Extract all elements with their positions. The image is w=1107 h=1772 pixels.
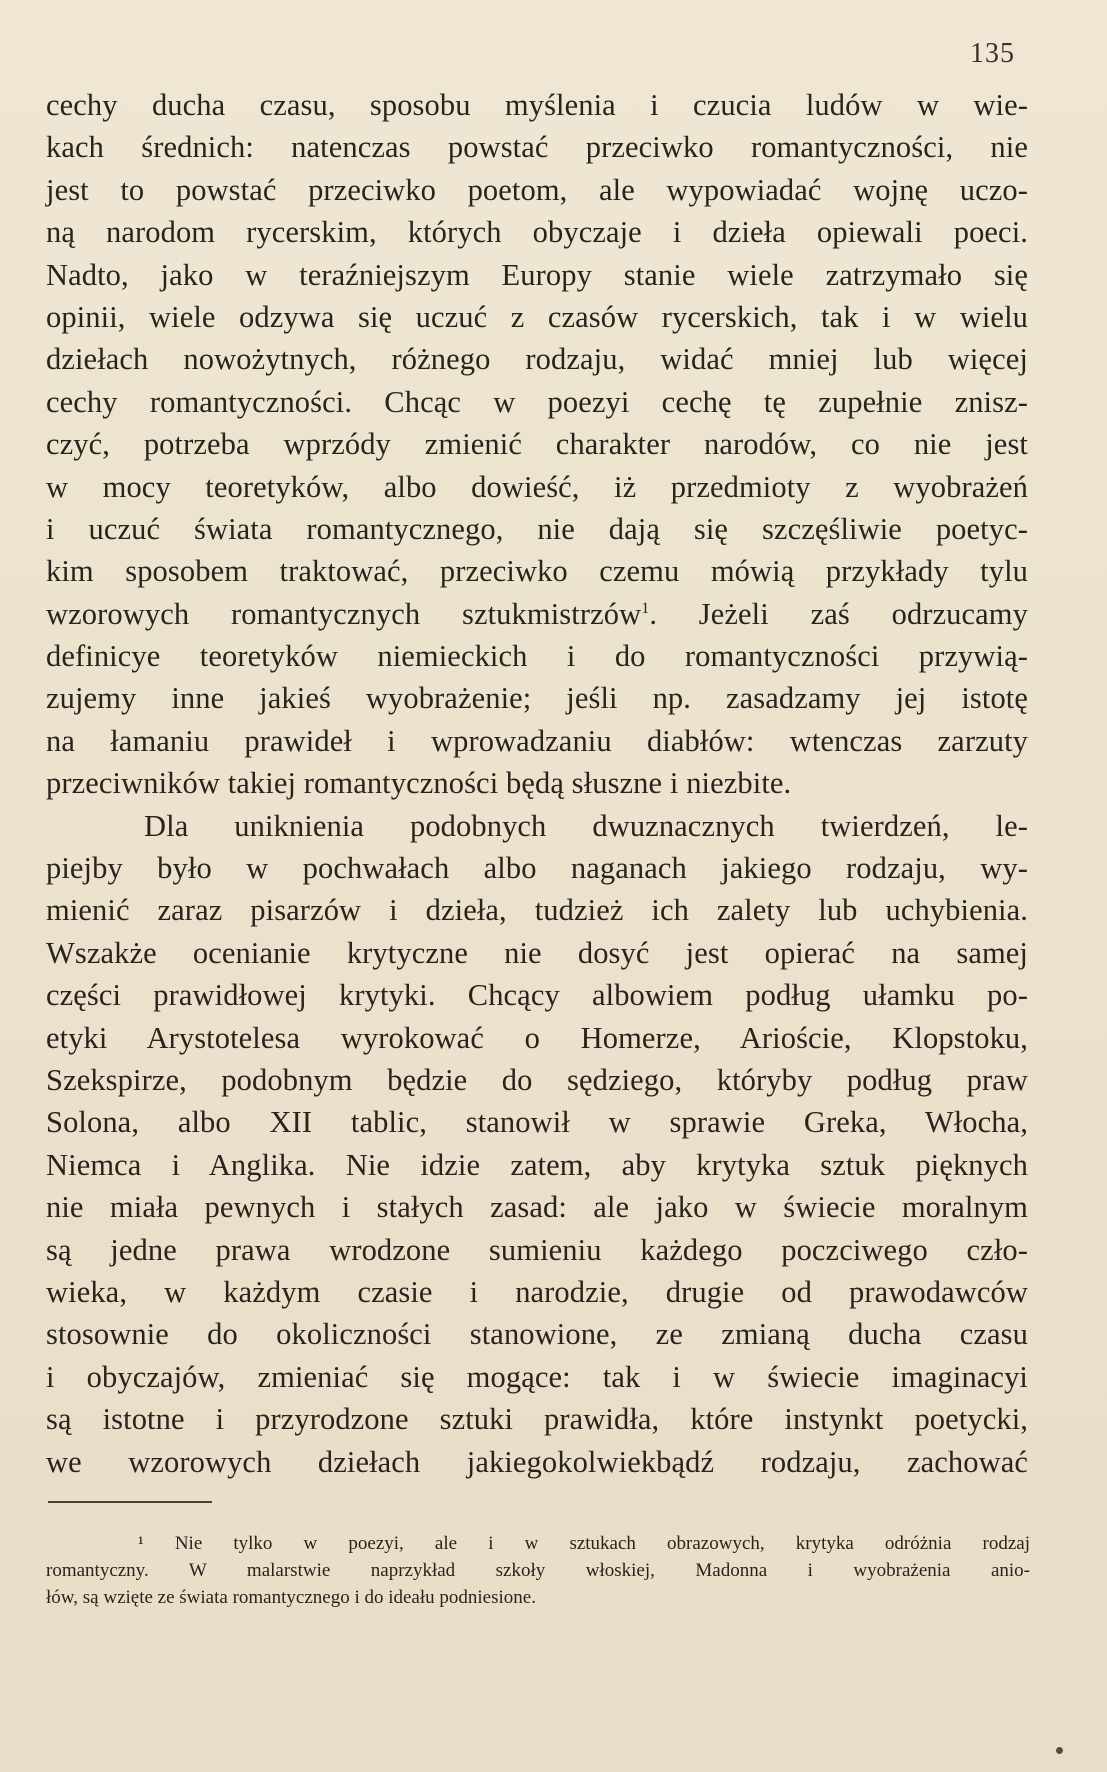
text-line: kim sposobem traktować, przeciwko czemu mówią przykłady tylu [46, 554, 1028, 589]
text-line: cechy ducha czasu, sposobu myślenia i czucia ludów w wie- [46, 88, 1028, 122]
text-line: cechy romantyczności. Chcąc w poezyi cechę tę zupełnie znisz- [46, 384, 1028, 419]
text-line: dziełach nowożytnych, różnego rodzaju, widać mniej lub więcej [46, 342, 1028, 377]
text-line: nie miała pewnych i stałych zasad: ale jako w świecie moralnym [46, 1190, 1028, 1225]
text-line: definicye teoretyków niemieckich i do romantyczności przywią- [46, 639, 1028, 674]
footnote-reference: 1 [641, 599, 650, 617]
text-line: opinii, wiele odzywa się uczuć z czasów rycerskich, tak i w wielu [46, 299, 1028, 334]
text-line: zujemy inne jakieś wyobrażenie; jeśli np. zasadzamy jej istotę [46, 681, 1028, 716]
text-line: piejby było w pochwałach albo naganach jakiego rodzaju, wy- [46, 851, 1028, 886]
text-line: na łamaniu prawideł i wprowadzaniu diabłów: wtenczas zarzuty [46, 723, 1028, 758]
text-line: i uczuć świata romantycznego, nie dają się szczęśliwie poetyc- [46, 511, 1028, 546]
text-line: we wzorowych dziełach jakiegokolwiekbądź rodzaju, zachować [46, 1444, 1028, 1479]
footnote-line: łów, są wzięte ze świata romantycznego i do ideału podniesione. [46, 1587, 536, 1608]
paragraph-start-line: Dla uniknienia podobnych dwuznacznych twierdzeń, le- [144, 808, 1028, 843]
text-line: Solona, albo XII tablic, stanowił w sprawie Greka, Włocha, [46, 1105, 1028, 1140]
text-line: i obyczajów, zmieniać się mogące: tak i w świecie imaginacyi [46, 1359, 1028, 1394]
text-segment: . Jeżeli zaś odrzucamy [649, 596, 1028, 631]
footnote-line: romantyczny. W malarstwie naprzykład szkoły włoskiej, Madonna i wyobrażenia anio- [46, 1560, 1030, 1581]
text-line: są istotne i przyrodzone sztuki prawidła, które instynkt poetycki, [46, 1402, 1028, 1437]
text-line: Wszakże ocenianie krytyczne nie dosyć jest opierać na samej [46, 935, 1028, 970]
paper-speck [1056, 1747, 1063, 1754]
text-line: czyć, potrzeba wprzódy zmienić charakter narodów, co nie jest [46, 427, 1028, 462]
text-line: w mocy teoretyków, albo dowieść, iż przedmioty z wyobrażeń [46, 469, 1028, 504]
text-line: jest to powstać przeciwko poetom, ale wypowiadać wojnę uczo- [46, 172, 1028, 207]
text-line: ną narodom rycerskim, których obyczaje i dzieła opiewali poeci. [46, 215, 1028, 250]
text-line: Niemca i Anglika. Nie idzie zatem, aby krytyka sztuk pięknych [46, 1147, 1028, 1182]
main-text [46, 84, 1028, 1483]
page-number: 135 [970, 38, 1015, 69]
text-line: wieka, w każdym czasie i narodzie, drugie od prawodawców [46, 1274, 1028, 1309]
text-line: części prawidłowej krytyki. Chcący albowiem podług ułamku po- [46, 978, 1028, 1013]
footnote-section [46, 1530, 1030, 1611]
text-line-with-footnote-ref [46, 593, 1028, 635]
text-line: kach średnich: natenczas powstać przeciwko romantyczności, nie [46, 130, 1028, 165]
text-line: mienić zaraz pisarzów i dzieła, tudzież ich zalety lub uchybienia. [46, 893, 1028, 928]
text-line: są jedne prawa wrodzone sumieniu każdego poczciwego czło- [46, 1232, 1028, 1267]
text-line: etyki Arystotelesa wyrokować o Homerze, Arioście, Klopstoku, [46, 1020, 1028, 1055]
text-line: Szekspirze, podobnym będzie do sędziego, któryby podług praw [46, 1062, 1028, 1097]
footnote-line: ¹ Nie tylko w poezyi, ale i w sztukach obrazowych, krytyka odróżnia rodzaj [138, 1533, 1030, 1554]
footnote-divider [48, 1501, 212, 1503]
text-segment: wzorowych romantycznych sztukmistrzów [46, 596, 642, 631]
text-line: Nadto, jako w teraźniejszym Europy stanie wiele zatrzymało się [46, 257, 1028, 292]
text-line: przeciwników takiej romantyczności będą słuszne i niezbite. [46, 766, 792, 801]
text-line: stosownie do okoliczności stanowione, ze zmianą ducha czasu [46, 1317, 1028, 1352]
